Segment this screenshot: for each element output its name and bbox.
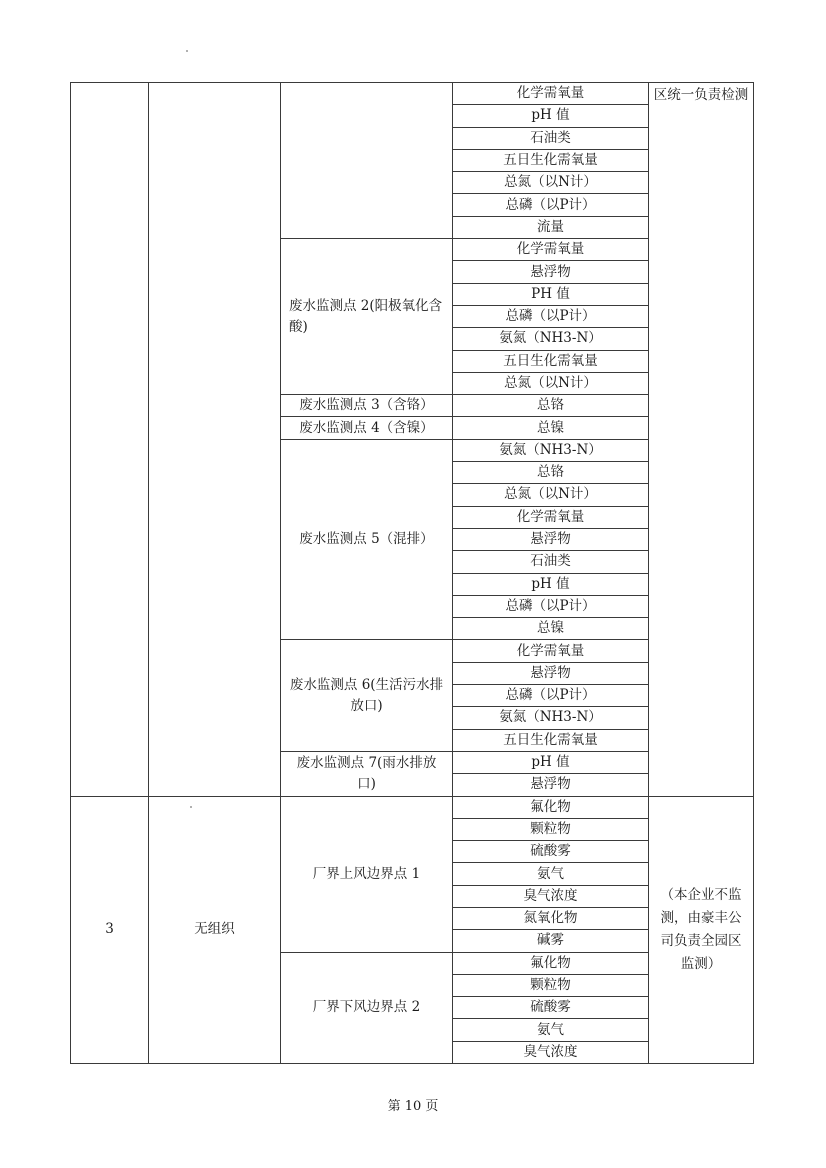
parameter-cell: 氨气: [453, 863, 649, 885]
parameter-cell: 化学需氧量: [453, 239, 649, 261]
monitoring-table: [70, 82, 754, 1064]
parameter-cell: 总氮（以N计）: [453, 172, 649, 194]
note-cell-1: 区统一负责检测: [649, 83, 754, 797]
parameter-cell: 硫酸雾: [453, 997, 649, 1019]
parameter-cell: 硫酸雾: [453, 841, 649, 863]
point-cell-wastewater-4: 废水监测点 4（含镍）: [281, 417, 453, 439]
parameter-cell: 氨氮（NH3-N）: [453, 707, 649, 729]
point-cell-wastewater-7: 废水监测点 7(雨水排放口): [281, 751, 453, 796]
parameter-cell: 颗粒物: [453, 974, 649, 996]
parameter-cell: pH 值: [453, 573, 649, 595]
parameter-cell: 总铬: [453, 462, 649, 484]
scan-speck: [186, 50, 188, 52]
index-cell-prev: [71, 83, 149, 797]
parameter-cell: 氨气: [453, 1019, 649, 1041]
parameter-cell: 臭气浓度: [453, 1041, 649, 1063]
parameter-cell: 总磷（以P计）: [453, 194, 649, 216]
type-cell-3: 无组织: [149, 796, 281, 1064]
parameter-cell: 五日生化需氧量: [453, 149, 649, 171]
parameter-cell: pH 值: [453, 105, 649, 127]
parameter-cell: 总磷（以P计）: [453, 305, 649, 327]
parameter-cell: 总磷（以P计）: [453, 685, 649, 707]
note-cell-2: （本企业不监测，由豪丰公司负责全园区监测）: [649, 796, 754, 1064]
parameter-cell: 总氮（以N计）: [453, 484, 649, 506]
parameter-cell: 氟化物: [453, 796, 649, 818]
point-cell-wastewater-2: 废水监测点 2(阳极氧化含酸): [281, 239, 453, 395]
parameter-cell: 五日生化需氧量: [453, 350, 649, 372]
parameter-cell: 氮氧化物: [453, 907, 649, 929]
point-cell-wastewater-6: 废水监测点 6(生活污水排放口): [281, 640, 453, 751]
table-row: [71, 796, 754, 818]
index-cell-3: 3: [71, 796, 149, 1064]
parameter-cell: 氨氮（NH3-N）: [453, 328, 649, 350]
parameter-cell: 悬浮物: [453, 774, 649, 796]
parameter-cell: 总铬: [453, 395, 649, 417]
parameter-cell: 总氮（以N计）: [453, 372, 649, 394]
point-cell-prev: [281, 83, 453, 239]
table-row: [71, 83, 754, 105]
parameter-cell: 总磷（以P计）: [453, 595, 649, 617]
parameter-cell: 化学需氧量: [453, 506, 649, 528]
parameter-cell: 化学需氧量: [453, 83, 649, 105]
point-cell-boundary-1: 厂界上风边界点 1: [281, 796, 453, 952]
parameter-cell: 石油类: [453, 127, 649, 149]
type-cell-prev: [149, 83, 281, 797]
parameter-cell: 化学需氧量: [453, 640, 649, 662]
parameter-cell: 悬浮物: [453, 261, 649, 283]
parameter-cell: 碱雾: [453, 930, 649, 952]
parameter-cell: 石油类: [453, 551, 649, 573]
page-number: 第 10 页: [387, 1099, 439, 1114]
parameter-cell: 颗粒物: [453, 818, 649, 840]
parameter-cell: 总镍: [453, 618, 649, 640]
parameter-cell: 总镍: [453, 417, 649, 439]
parameter-cell: 氨氮（NH3-N）: [453, 439, 649, 461]
parameter-cell: PH 值: [453, 283, 649, 305]
point-cell-wastewater-5: 废水监测点 5（混排）: [281, 439, 453, 640]
scan-speck: [190, 806, 192, 808]
point-cell-wastewater-3: 废水监测点 3（含铬）: [281, 395, 453, 417]
parameter-cell: pH 值: [453, 751, 649, 773]
parameter-cell: 臭气浓度: [453, 885, 649, 907]
parameter-cell: 五日生化需氧量: [453, 729, 649, 751]
parameter-cell: 悬浮物: [453, 662, 649, 684]
parameter-cell: 流量: [453, 216, 649, 238]
parameter-cell: 氟化物: [453, 952, 649, 974]
parameter-cell: 悬浮物: [453, 528, 649, 550]
point-cell-boundary-2: 厂界下风边界点 2: [281, 952, 453, 1063]
